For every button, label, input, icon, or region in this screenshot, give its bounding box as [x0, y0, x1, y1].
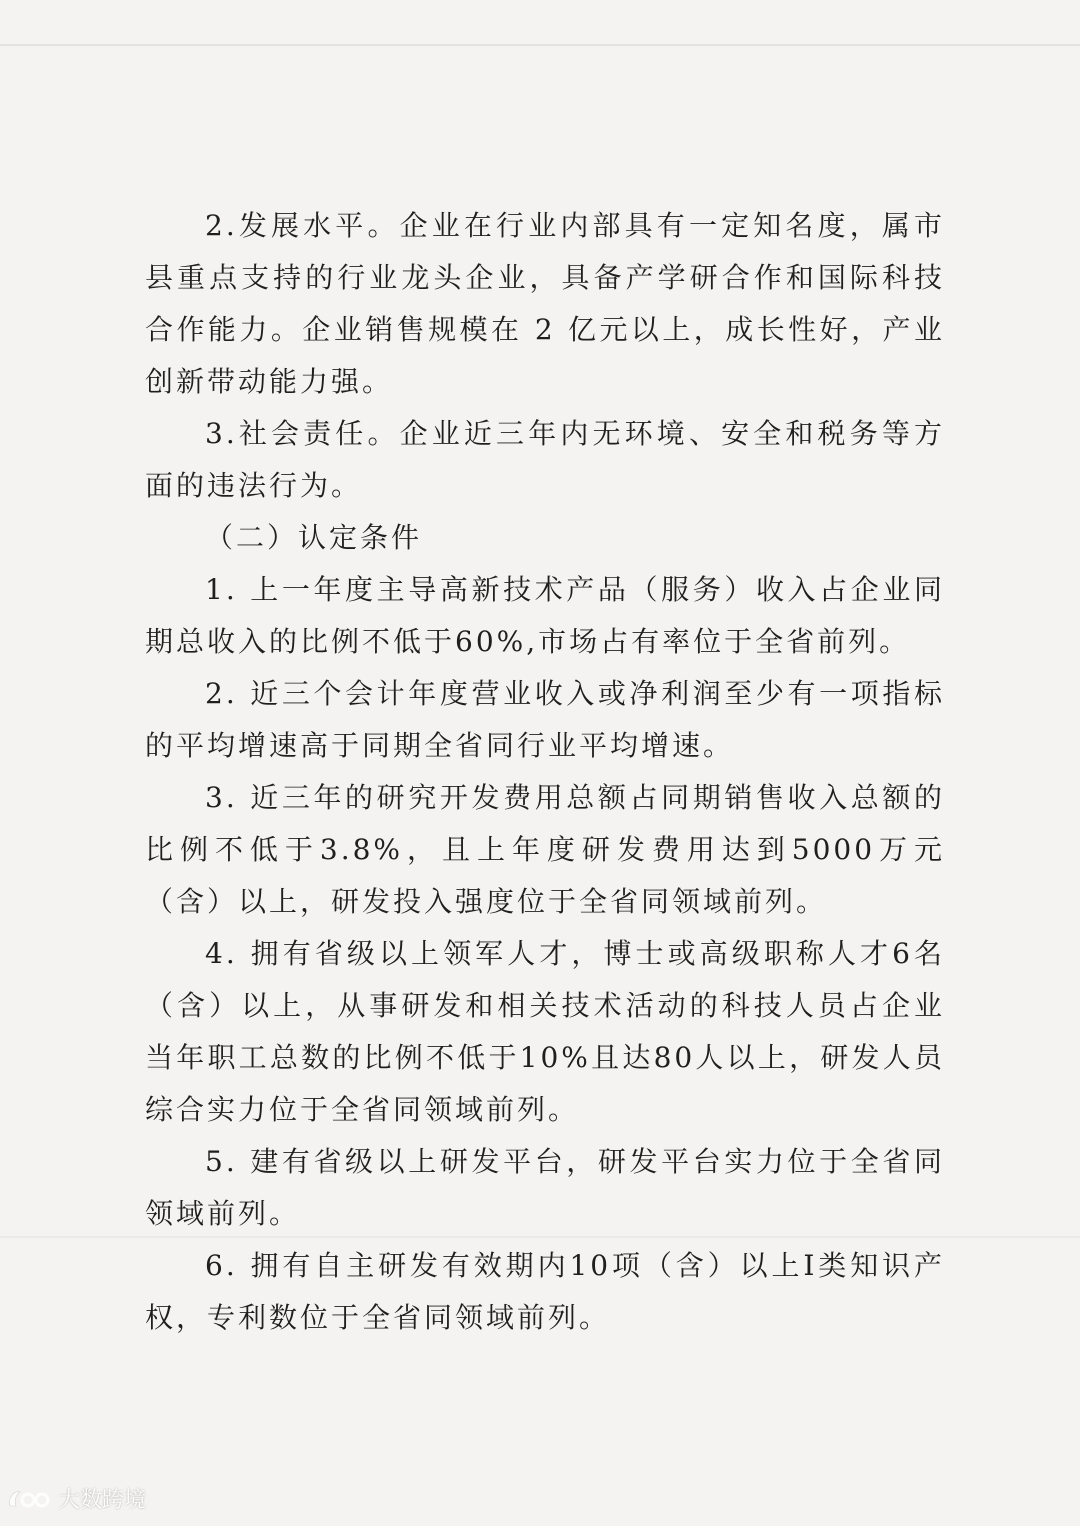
watermark-text: 大数跨境 — [58, 1488, 147, 1513]
condition-item-1: 1. 上一年度主导高新技术产品（服务）收入占企业同期总收入的比例不低于60%,市场占有率位于全省前列。 — [145, 573, 945, 658]
condition-item-6: 6. 拥有自主研发有效期内10项（含）以上I类知识产权，专利数位于全省同领域前列。 — [145, 1249, 945, 1334]
logo-icon — [6, 1486, 52, 1512]
condition-item-2: 2. 近三个会计年度营业收入或净利润至少有一项指标的平均增速高于同期全省同行业平均增速。 — [145, 677, 945, 762]
paragraph-development-level: 2.发展水平。企业在行业内部具有一定知名度，属市县重点支持的行业龙头企业，具备产学研合作和国际科技合作能力。企业销售规模在 2 亿元以上，成长性好，产业创新带动能力强。 — [145, 209, 945, 398]
condition-item-4: 4. 拥有省级以上领军人才，博士或高级职称人才6名（含）以上，从事研发和相关技术活动的科技人员占企业当年职工总数的比例不低于10%且达80人以上，研发人员综合实力位于全省同领域前列。 — [145, 937, 945, 1126]
watermark — [6, 1483, 146, 1514]
condition-item-5: 5. 建有省级以上研发平台，研发平台实力位于全省同领域前列。 — [145, 1145, 945, 1230]
scan-edge-top — [0, 44, 1080, 46]
document-body — [145, 200, 945, 1344]
condition-item-3: 3. 近三年的研究开发费用总额占同期销售收入总额的比例不低于3.8%，且上年度研发费用达到5000万元（含）以上，研发投入强度位于全省同领域前列。 — [145, 781, 945, 918]
paragraph-social-responsibility: 3.社会责任。企业近三年内无环境、安全和税务等方面的违法行为。 — [145, 417, 945, 502]
section-heading: （二）认定条件 — [205, 521, 423, 554]
